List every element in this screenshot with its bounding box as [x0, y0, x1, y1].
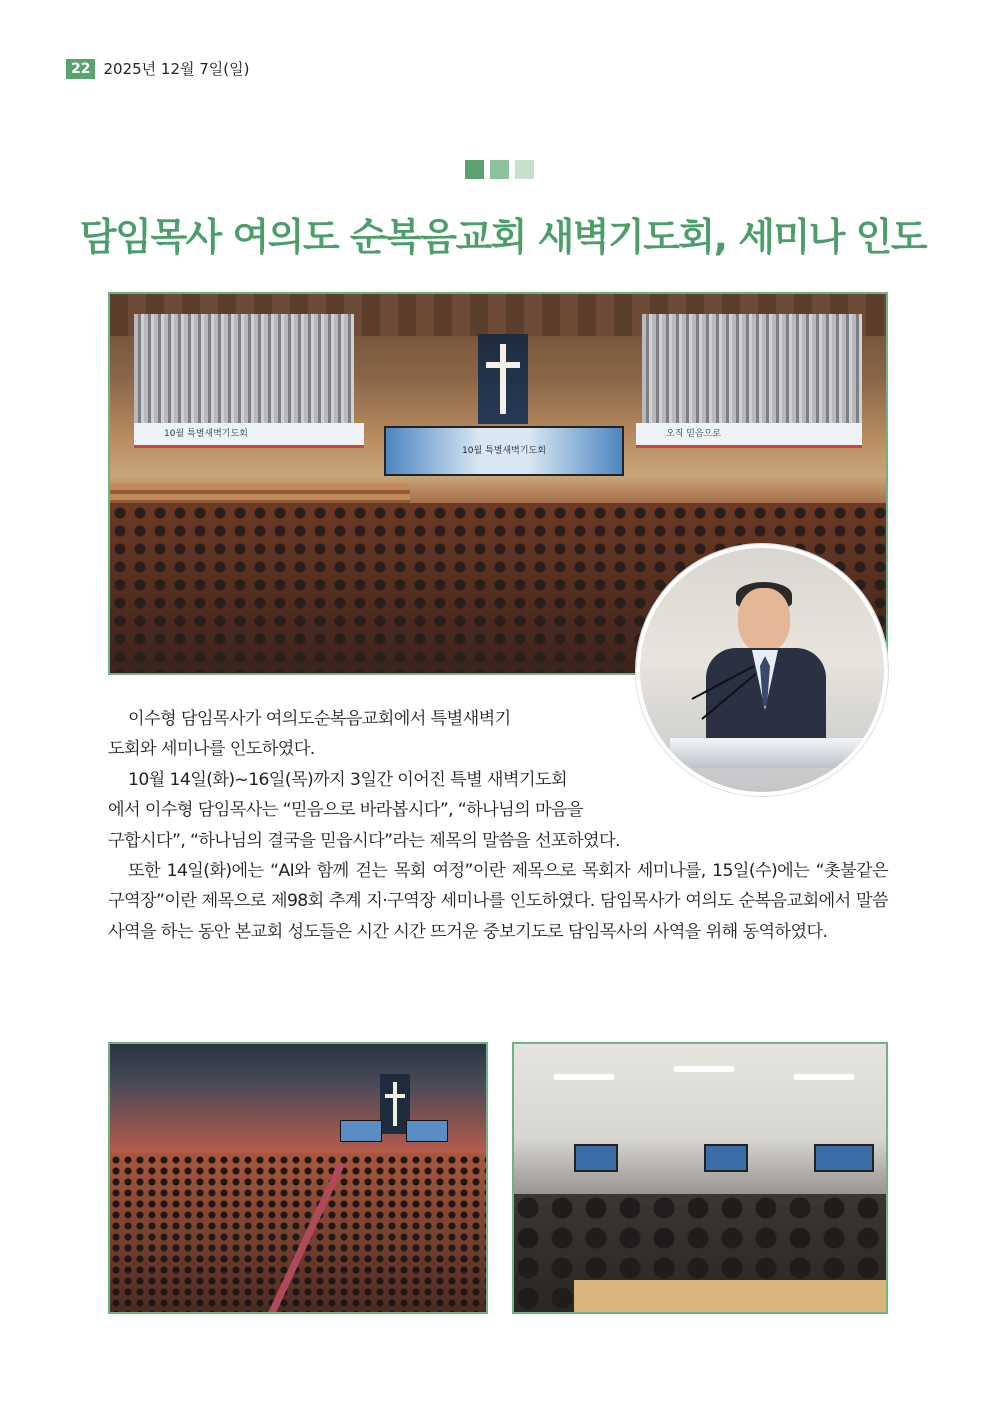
- stage-screen-text: 10월 특별새벽기도회: [462, 446, 546, 456]
- paragraph-1: [108, 704, 888, 734]
- speaker-face: [738, 588, 790, 652]
- page-header: [66, 58, 250, 79]
- p2-line1: 10월 14일(화)~16일(목)까지 3일간 이어진 특별 새벽기도회: [128, 769, 567, 790]
- screen-left-small: [340, 1120, 382, 1142]
- issue-date: 2025년 12월 7일(일): [103, 60, 250, 78]
- p2-line3: 구합시다”, “하나님의 결국을 믿읍시다”라는 제목의 말씀을 선포하였다.: [108, 830, 620, 851]
- congregation-wide: [110, 1154, 486, 1314]
- decor-square-3: [515, 160, 534, 179]
- title-decoration: [465, 160, 534, 179]
- paragraph-2-cont: [108, 795, 888, 856]
- screen-right-small: [406, 1120, 448, 1142]
- article-body: [108, 704, 888, 947]
- paragraph-2: [108, 765, 888, 795]
- p2-line2: 에서 이수형 담임목사는 “믿음으로 바라봅시다”, “하나님의 마음을: [108, 800, 584, 821]
- page-number: 22: [66, 59, 95, 79]
- p1-line2: 도회와 세미나를 인도하였다.: [108, 739, 315, 760]
- banner-right: 오직 믿음으로: [636, 423, 862, 448]
- stage-screen: [384, 426, 624, 476]
- seminar-desk: [574, 1280, 888, 1314]
- ceiling-light: [554, 1074, 614, 1080]
- photo-sanctuary-wide: [108, 1042, 488, 1314]
- cross-icon: [478, 334, 528, 424]
- paragraph-1-cont: [108, 734, 888, 764]
- seminar-screen-center: [704, 1144, 748, 1172]
- article-title: 담임목사 여의도 순복음교회 새벽기도회, 세미나 인도: [79, 215, 927, 259]
- organ-pipes-left: [134, 314, 354, 429]
- ceiling-light-3: [794, 1074, 854, 1080]
- p1-line1: 이수형 담임목사가 여의도순복음교회에서 특별새벽기: [128, 709, 511, 729]
- organ-pipes-right: [642, 314, 862, 429]
- decor-square-1: [465, 160, 484, 179]
- seminar-screen-left: [574, 1144, 618, 1172]
- banner-left: 10월 특별새벽기도회: [134, 423, 364, 448]
- decor-square-2: [490, 160, 509, 179]
- ceiling-light-2: [674, 1066, 734, 1072]
- seminar-screen-right: [814, 1144, 874, 1172]
- photo-seminar-room: [512, 1042, 888, 1314]
- paragraph-3: 또한 14일(화)에는 “AI와 함께 걷는 목회 여정”이란 제목으로 목회자 세미나를, 15일(수)에는 “촛불같은 구역장”이란 제목으로 제98회 추계 지·구역장 세미나를 인도하였다. 담임목사가 여의도 순복음교회에서 말씀 사역을 하는 동안 본교회 성도들은 시간 시간 뜨거운 중보기도로 담임목사의 사역을 위해 동역하였다.: [108, 861, 888, 942]
